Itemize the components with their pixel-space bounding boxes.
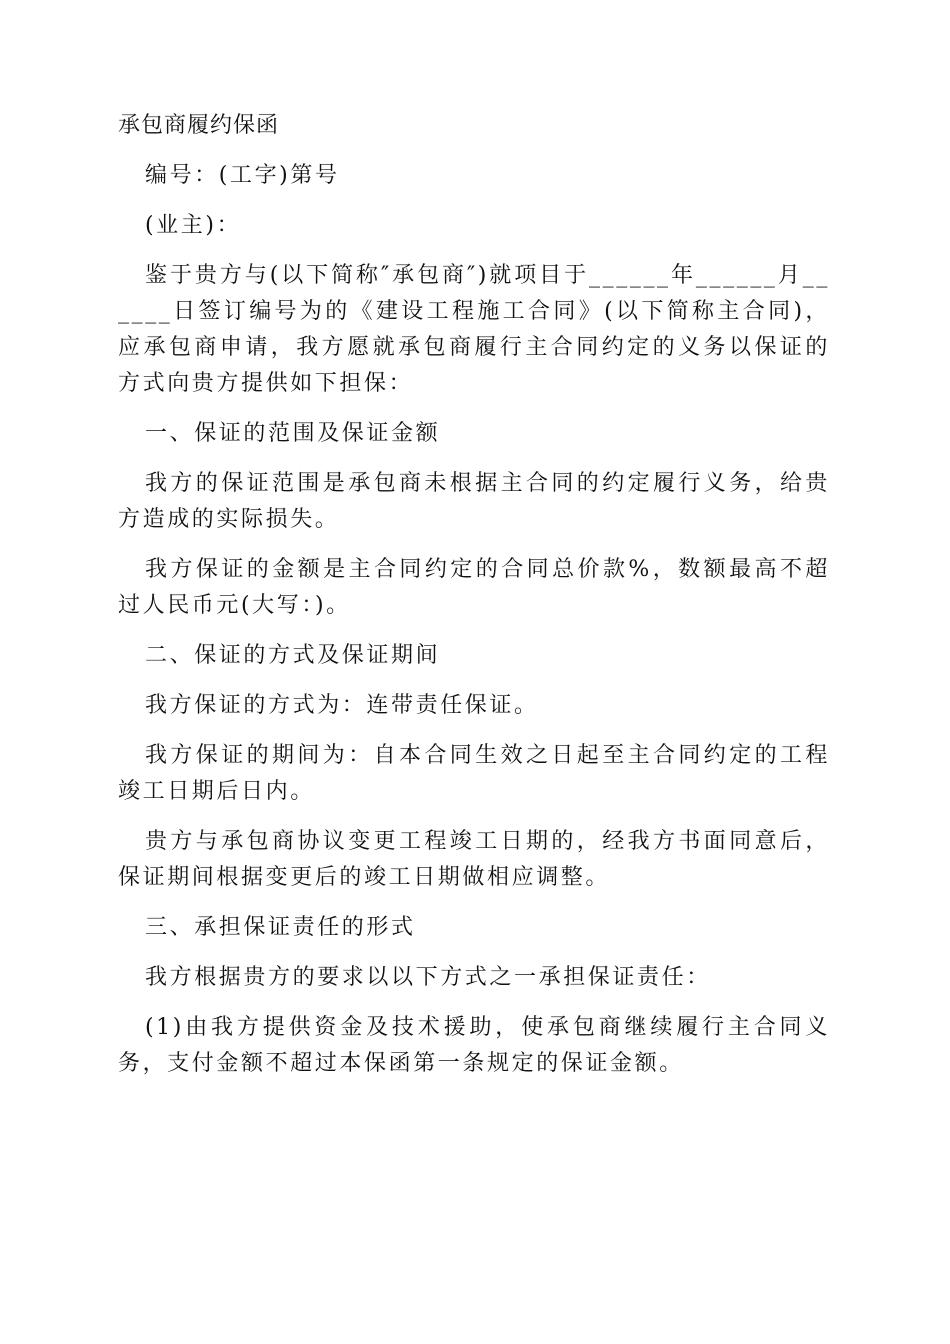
period-adjustment-paragraph: 贵方与承包商协议变更工程竣工日期的，经我方书面同意后，保证期间根据变更后的竣工日期做相应调整。 xyxy=(118,829,830,890)
guarantee-method-paragraph: 我方保证的方式为：连带责任保证。 xyxy=(145,693,539,718)
liability-option-1-paragraph: (1)由我方提供资金及技术援助，使承包商继续履行主合同义务，支付金额不超过本保函第一条规定的保证金额。 xyxy=(118,1015,830,1076)
liability-intro-paragraph: 我方根据贵方的要求以以下方式之一承担保证责任： xyxy=(145,965,711,990)
section-heading-1: 一、保证的范围及保证金额 xyxy=(145,421,441,446)
document-body xyxy=(118,158,830,1096)
recipient-line: (业主)： xyxy=(145,213,242,238)
contract-number-line: 编号：(工字)第号 xyxy=(145,163,340,188)
preamble-paragraph: 鉴于贵方与(以下简称″承包商″)就项目于______年______月______日签订编号为的《建设工程施工合同》(以下简称主合同)，应承包商申请，我方愿就承包商履行主合同约定的义务以保证的方式向贵方提供如下担保： xyxy=(118,263,830,396)
section-heading-3: 三、承担保证责任的形式 xyxy=(145,915,416,940)
guarantee-amount-paragraph: 我方保证的金额是主合同约定的合同总价款%，数额最高不超过人民币元(大写：)。 xyxy=(118,557,830,618)
document-title: 承包商履约保函 xyxy=(118,113,280,138)
section-heading-2: 二、保证的方式及保证期间 xyxy=(145,643,441,668)
guarantee-scope-paragraph: 我方的保证范围是承包商未根据主合同的约定履行义务，给贵方造成的实际损失。 xyxy=(118,471,830,532)
guarantee-period-paragraph: 我方保证的期间为：自本合同生效之日起至主合同约定的工程竣工日期后日内。 xyxy=(118,743,830,804)
